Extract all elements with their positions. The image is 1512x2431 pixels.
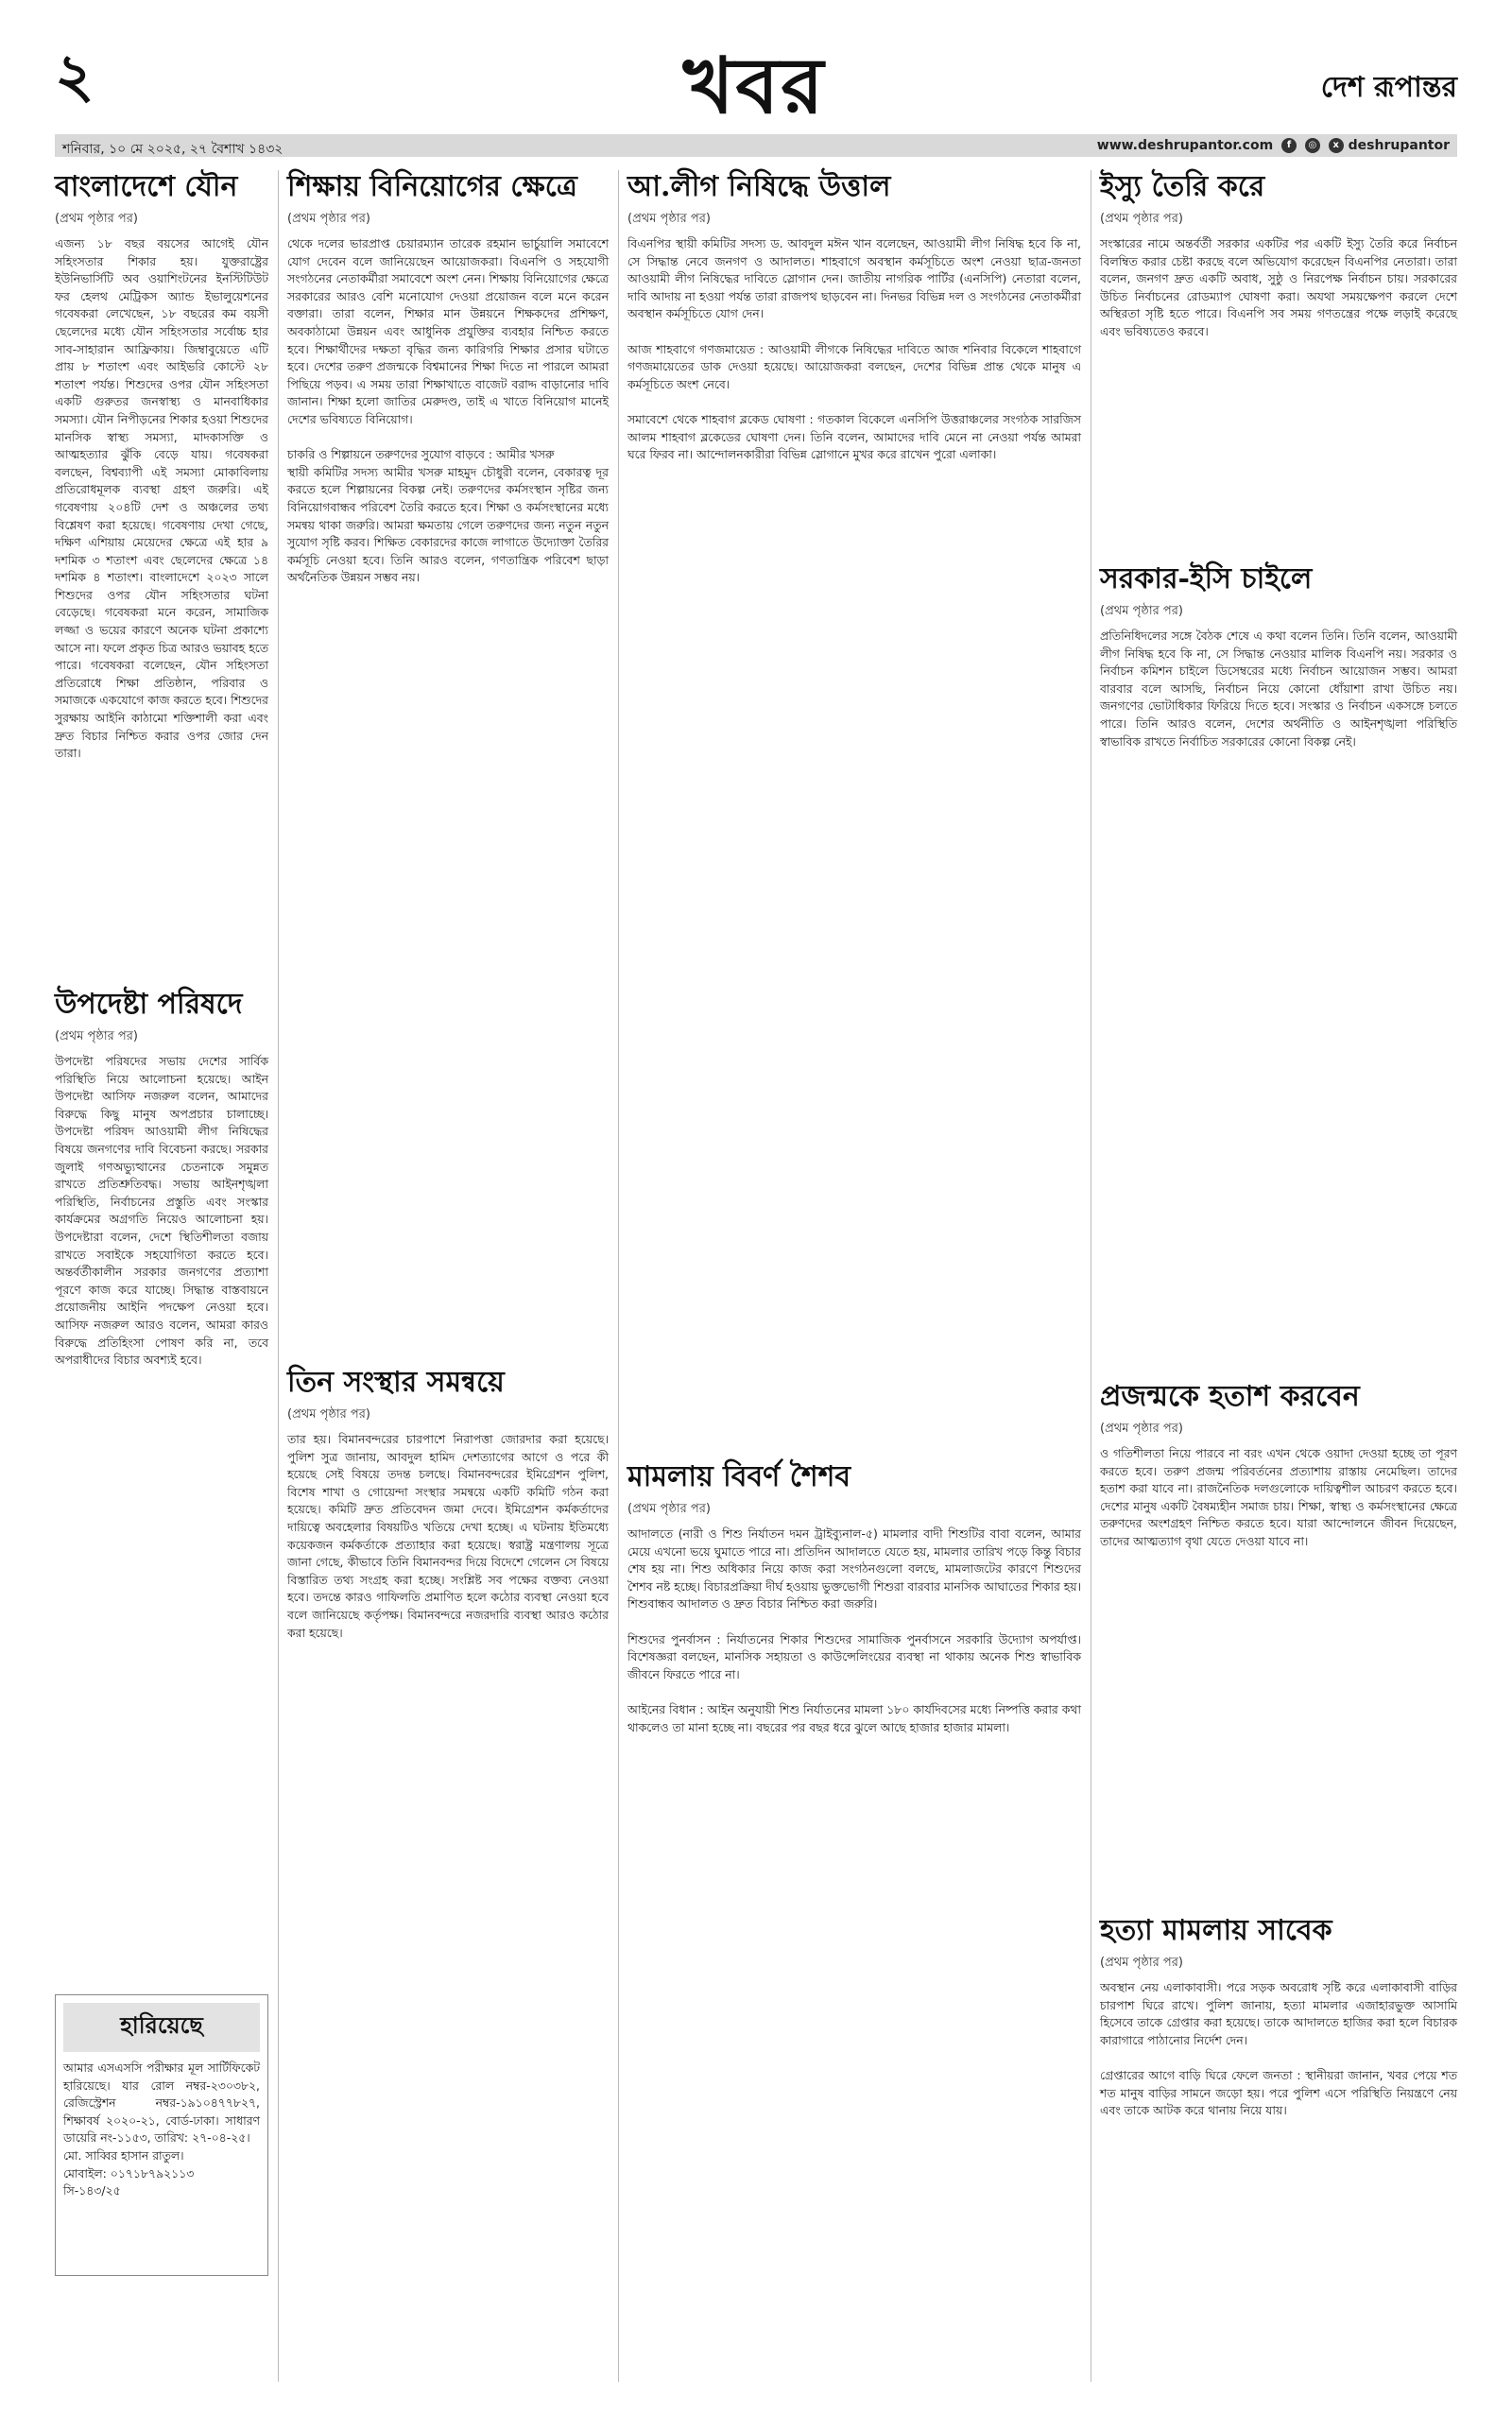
article-body: এজন্য ১৮ বছর বয়সের আগেই যৌন সহিংসতার শিকার হয়। যুক্তরাষ্ট্রের ইউনিভার্সিটি অব ওয়াশিংটনের ইনস্টিটিউট ফর হেলথ মেট্রিকস অ্যান্ড ইভালুয়েশনের গবেষকরা লেখেছেন, ১৮ বছরের কম বয়সী ছেলেদের মধ্যে যৌন সহিংসতার সর্বোচ্চ হার সাব-সাহারান আফ্রিকায়। জিম্বাবুয়েতে এটি প্রায় ৮ শতাংশ এবং আইভরি কোস্টে ২৮ শতাংশ পর্যন্ত। শিশুদের ওপর যৌন সহিংসতা একটি গুরুতর জনস্বাস্থ্য ও মানবাধিকার সমস্যা। যৌন নিপীড়নের শিকার হওয়া শিশুদের মানসিক স্বাস্থ্য সমস্যা, মাদকাসক্তি ও আত্মহত্যার ঝুঁকি বেড়ে যায়। গবেষকরা বলছেন, বিশ্বব্যাপী এই সমস্যা মোকাবিলায় প্রতিরোধমূলক ব্যবস্থা গ্রহণ জরুরি। এই গবেষণায় ২০৪টি দেশ ও অঞ্চলের তথ্য বিশ্লেষণ করা হয়েছে। গবেষণায় দেখা গেছে, দক্ষিণ এশিয়ায় মেয়েদের ক্ষেত্রে এই হার ৯ দশমিক ৩ শতাংশ এবং ছেলেদের ক্ষেত্রে ১৪ দশমিক ৪ শতাংশ। বাংলাদেশে ২০২৩ সালে শিশুদের ওপর যৌন সহিংসতার ঘটনা বেড়েছে। গবেষকরা মনে করেন, সামাজিক লজ্জা ও ভয়ের কারণে অনেক ঘটনা প্রকাশ্যে আসে না। ফলে প্রকৃত চিত্র আরও ভয়াবহ হতে পারে। গবেষকরা বলেছেন, যৌন সহিংসতা প্রতিরোধে শিক্ষা প্রতিষ্ঠান, পরিবার ও সমাজকে একযোগে কাজ করতে হবে। শিশুদের সুরক্ষায় আইনি কাঠামো শক্তিশালী করা এবং দ্রুত বিচার নিশ্চিত করার ওপর জোর দেন তারা। — [55, 236, 272, 761]
article-bangladesh-sexual — [55, 170, 272, 973]
continued-label: (প্রথম পৃষ্ঠার পর) — [1100, 1422, 1183, 1436]
continued-label: (প্রথম পৃষ্ঠার পর) — [55, 212, 138, 226]
column-2 — [287, 170, 612, 2325]
page-body — [55, 170, 1461, 2401]
website-line — [1097, 138, 1450, 153]
instagram-icon[interactable]: ◎ — [1305, 138, 1320, 153]
continued-label: (প্রথম পৃষ্ঠার পর) — [1100, 604, 1183, 618]
continued-label: (প্রথম পৃষ্ঠার পর) — [627, 212, 711, 226]
headline[interactable]: মামলায় বিবর্ণ শৈশব — [627, 1460, 851, 1493]
continued-label: (প্রথম পৃষ্ঠার পর) — [55, 1029, 138, 1043]
article-body: বিএনপির স্থায়ী কমিটির সদস্য ড. আবদুল মঈন খান বলেছেন, আওয়ামী লীগ নিষিদ্ধ হবে কি না, সে সিদ্ধান্ত নেবে জনগণ ও আদালত। শাহবাগে অবস্থান কর্মসূচিতে অংশ নেওয়া ছাত্র-জনতা আওয়ামী লীগ নিষিদ্ধের দাবিতে স্লোগান দেন। জাতীয় নাগরিক পার্টির (এনসিপি) নেতারা বলেন, দাবি আদায় না হওয়া পর্যন্ত তারা রাজপথ ছাড়বেন না। দিনভর বিভিন্ন দল ও সংগঠনের নেতাকর্মীরা অবস্থান কর্মসূচিতে যোগ দেন। আজ শাহবাগে গণজমায়েত : আওয়ামী লীগকে নিষিদ্ধের দাবিতে আজ শনিবার বিকেলে শাহবাগে গণজমায়েতের ডাক দেওয়া হয়েছে। আয়োজকরা বলছেন, দেশের বিভিন্ন প্রান্ত থেকে মানুষ এ কর্মসূচিতে অংশ নেবে। সমাবেশে থেকে শাহবাগ ব্লকেড ঘোষণা : গতকাল বিকেলে এনসিপি উত্তরাঞ্চলের সংগঠক সারজিস আলম শাহবাগ ব্লকেডের ঘোষণা দেন। তিনি বলেন, আমাদের দাবি মেনে না নেওয়া পর্যন্ত আমরা ঘরে ফিরব না। আন্দোলনকারীরা বিভিন্ন স্লোগানে মুখর করে রাখেন পুরো এলাকা। — [627, 236, 1081, 462]
headline[interactable]: হত্যা মামলায় সাবেক — [1100, 1914, 1332, 1947]
column-rule — [618, 170, 619, 2382]
headline[interactable]: আ.লীগ নিষিদ্ধে উত্তাল — [627, 170, 891, 203]
article-al-ban-protest — [627, 170, 1081, 1445]
x-icon[interactable]: x — [1329, 138, 1344, 153]
article-issue-creation — [1100, 170, 1461, 547]
notice-body: আমার এসএসসি পরীক্ষার মূল সার্টিফিকেট হারিয়েছে। যার রোল নম্বর-২৩০৩৮২, রেজিস্ট্রেশন নম্বর-১৯১০৪৭৭৮২৭, শিক্ষাবর্ষ ২০২০-২১, বোর্ড-ঢাকা। সাধারণ ডায়েরি নং-১১৫৩, তারিখ: ২৭-০৪-২৫। মো. সাব্বির হাসান রাতুল। মোবাইল: ০১৭১৮৭৯২১১৩ সি-১৪৩/২৫ — [63, 2060, 260, 2198]
headline[interactable]: তিন সংস্থার সমন্বয়ে — [287, 1366, 505, 1399]
column-4 — [1100, 170, 1461, 2391]
article-three-agencies — [287, 1366, 612, 2310]
continued-label: (প্রথম পৃষ্ঠার পর) — [287, 212, 370, 226]
facebook-icon[interactable]: f — [1281, 138, 1297, 153]
article-dont-disappoint — [1100, 1380, 1461, 1899]
column-3 — [627, 170, 1081, 2325]
headline[interactable]: প্রজন্মকে হতাশ করবেন — [1100, 1380, 1360, 1413]
article-education-investment — [287, 170, 609, 1351]
article-body: উপদেষ্টা পরিষদের সভায় দেশের সার্বিক পরিস্থিতি নিয়ে আলোচনা হয়েছে। আইন উপদেষ্টা আসিফ নজরুল বলেন, আমাদের বিরুদ্ধে কিছু মানুষ অপপ্রচার চালাচ্ছে। উপদেষ্টা পরিষদ আওয়ামী লীগ নিষিদ্ধের বিষয়ে জনগণের দাবি বিবেচনা করছে। সরকার জুলাই গণঅভ্যুত্থানের চেতনাকে সমুন্নত রাখতে প্রতিশ্রুতিবদ্ধ। সভায় আইনশৃঙ্খলা পরিস্থিতি, নির্বাচনের প্রস্তুতি এবং সংস্কার কার্যক্রমের অগ্রগতি নিয়েও আলোচনা হয়। উপদেষ্টারা বলেন, দেশে স্থিতিশীলতা বজায় রাখতে সবাইকে সহযোগিতা করতে হবে। অন্তর্বর্তীকালীন সরকার জনগণের প্রত্যাশা পূরণে কাজ করে যাচ্ছে। সিদ্ধান্ত বাস্তবায়নে প্রয়োজনীয় আইনি পদক্ষেপ নেওয়া হবে। আসিফ নজরুল আরও বলেন, আমরা কারও বিরুদ্ধে প্রতিহিংসা পোষণ করি না, তবে অপরাধীদের বিচার অবশ্যই হবে। — [55, 1054, 272, 1368]
headline[interactable]: শিক্ষায় বিনিয়োগের ক্ষেত্রে — [287, 170, 577, 203]
article-body: প্রতিনিধিদলের সঙ্গে বৈঠক শেষে এ কথা বলেন তিনি। তিনি বলেন, আওয়ামী লীগ নিষিদ্ধ হবে কি না, সে সিদ্ধান্ত নেওয়ার মালিক বিএনপি নয়। সরকার ও নির্বাচন কমিশন চাইলে ডিসেম্বরের মধ্যে নির্বাচন আয়োজন সম্ভব। আমরা বারবার বলে আসছি, নির্বাচন নিয়ে কোনো ধোঁয়াশা রাখা উচিত নয়। জনগণের ভোটাধিকার ফিরিয়ে দিতে হবে। সংস্কার ও নির্বাচন একসঙ্গে চলতে পারে। তিনি আরও বলেন, দেশের অর্থনীতি ও আইনশৃঙ্খলা পরিস্থিতি স্বাভাবিক রাখতে নির্বাচিত সরকারের কোনো বিকল্প নেই। — [1100, 629, 1461, 749]
notice-title: হারিয়েছে — [63, 2003, 260, 2052]
social-handle: deshrupantor — [1348, 138, 1450, 153]
article-body: তার হয়। বিমানবন্দরের চারপাশে নিরাপত্তা জোরদার করা হয়েছে। পুলিশ সুত্র জানায়, আবদুল হামিদ দেশত্যাগের আগে ও পরে কী হয়েছে সেই বিষয়ে তদন্ত চলছে। বিমানবন্দরের ইমিগ্রেশন পুলিশ, বিশেষ শাখা ও গোয়েন্দা সংস্থার সমন্বয়ে একটি কমিটি গঠন করা হয়েছে। কমিটি দ্রুত প্রতিবেদন জমা দেবে। ইমিগ্রেশন কর্মকর্তাদের দায়িত্বে অবহেলার বিষয়টিও খতিয়ে দেখা হচ্ছে। এ ঘটনায় ইতিমধ্যে কয়েকজন কর্মকর্তাকে প্রত্যাহার করা হয়েছে। স্বরাষ্ট্র মন্ত্রণালয় সূত্রে জানা গেছে, কীভাবে তিনি বিমানবন্দর দিয়ে বিদেশে গেলেন সে বিষয়ে বিস্তারিত তথ্য সংগ্রহ করা হচ্ছে। সংশ্লিষ্ট সব পক্ষের বক্তব্য নেওয়া হবে। তদন্তে কারও গাফিলতি প্রমাণিত হলে কঠোর ব্যবস্থা নেওয়া হবে বলে জানিয়েছে কর্তৃপক্ষ। বিমানবন্দরে নজরদারি ব্যবস্থা আরও কঠোর করা হয়েছে। — [287, 1432, 612, 1640]
article-body: সংস্কারের নামে অন্তর্বর্তী সরকার একটির পর একটি ইস্যু তৈরি করে নির্বাচন বিলম্বিত করার চেষ্টা করছে বলে অভিযোগ করেছেন বিএনপির নেতারা। তারা বলেন, জনগণ দ্রুত একটি অবাধ, সুষ্ঠু ও নিরপেক্ষ নির্বাচন চায়। সরকারের উচিত নির্বাচনের রোডম্যাপ ঘোষণা করা। অযথা সময়ক্ষেপণ করলে দেশে অস্থিরতা সৃষ্টি হতে পারে। বিএনপি সব সময় গণতন্ত্রের পক্ষে লড়াই করেছে এবং ভবিষ্যতেও করবে। — [1100, 236, 1461, 338]
column-rule — [278, 170, 279, 2382]
article-body: অবস্থান নেয় এলাকাবাসী। পরে সড়ক অবরোধ সৃষ্টি করে এলাকাবাসী বাড়ির চারপাশ ঘিরে রাখে। পুলিশ জানায়, হত্যা মামলার এজাহারভুক্ত আসামি হিসেবে তাকে গ্রেপ্তার করা হয়েছে। তাকে আদালতে হাজির করা হলে বিচারক কারাগারে পাঠানোর নির্দেশ দেন। গ্রেপ্তারের আগে বাড়ি ঘিরে ফেলে জনতা : স্থানীয়রা জানান, খবর পেয়ে শত শত মানুষ বাড়ির সামনে জড়ো হয়। পরে পুলিশ এসে পরিস্থিতি নিয়ন্ত্রণে নেয় এবং তাকে আটক করে থানায় নিয়ে যায়। — [1100, 1980, 1457, 2118]
article-body: আদালতে (নারী ও শিশু নির্যাতন দমন ট্রাইব্যুনাল-৫) মামলার বাদী শিশুটির বাবা বলেন, আমার মেয়ে এখনো ভয়ে ঘুমাতে পারে না। প্রতিদিন আদালতে যেতে হয়, মামলার তারিখ পড়ে কিন্তু বিচার শেষ হয় না। শিশু অধিকার নিয়ে কাজ করা সংগঠনগুলো বলছে, মামলাজটের কারণে শিশুদের শৈশব নষ্ট হচ্ছে। বিচারপ্রক্রিয়া দীর্ঘ হওয়ায় ভুক্তভোগী শিশুরা বারবার মানসিক আঘাতের শিকার হয়। শিশুবান্ধব আদালত ও দ্রুত বিচার নিশ্চিত করা জরুরি। শিশুদের পুনর্বাসন : নির্যাতনের শিকার শিশুদের সামাজিক পুনর্বাসনে সরকারি উদ্যোগ অপর্যাপ্ত। বিশেষজ্ঞরা বলছেন, মানসিক সহায়তা ও কাউন্সেলিংয়ের ব্যবস্থা না থাকায় অনেক শিশু স্বাভাবিক জীবনে ফিরতে পারে না। আইনের বিধান : আইন অনুযায়ী শিশু নির্যাতনের মামলা ১৮০ কার্যদিবসের মধ্যে নিষ্পত্তি করার কথা থাকলেও তা মানা হচ্ছে না। বছরের পর বছর ধরে ঝুলে আছে হাজার হাজার মামলা। — [627, 1526, 1081, 1734]
article-body: থেকে দলের ভারপ্রাপ্ত চেয়ারম্যান তারেক রহমান ভার্চুয়ালি সমাবেশে যোগ দেবেন বলে জানিয়েছেন আয়োজকরা। বিএনপি ও সহযোগী সংগঠনের নেতাকর্মীরা সমাবেশে অংশ নেন। শিক্ষায় বিনিয়োগের ক্ষেত্রে সরকারের আরও বেশি মনোযোগ দেওয়া প্রয়োজন বলে মনে করেন বক্তারা। তারা বলেন, শিক্ষার মান উন্নয়নে শিক্ষকদের প্রশিক্ষণ, অবকাঠামো উন্নয়ন এবং আধুনিক প্রযুক্তির ব্যবহার নিশ্চিত করতে হবে। শিক্ষার্থীদের দক্ষতা বৃদ্ধির জন্য কারিগরি শিক্ষার প্রসার ঘটাতে হবে। দেশের তরুণ প্রজন্মকে বিশ্বমানের শিক্ষা দিতে না পারলে আমরা পিছিয়ে পড়ব। এ সময় তারা শিক্ষাখাতে বাজেট বরাদ্দ বাড়ানোর দাবি জানান। শিক্ষা হলো জাতির মেরুদণ্ড, তাই এ খাতে বিনিয়োগ মানেই দেশের ভবিষ্যতে বিনিয়োগ। চাকরি ও শিল্পায়নে তরুণদের সুযোগ বাড়বে : আমীর খসরু স্থায়ী কমিটির সদস্য আমীর খসরু মাহমুদ চৌধুরী বলেন, বেকারত্ব দূর করতে হলে শিল্পায়নের বিকল্প নেই। তরুণদের কর্মসংস্থান সৃষ্টির জন্য বিনিয়োগবান্ধব পরিবেশ তৈরি করতে হবে। শিক্ষা ও কর্মসংস্থানের মধ্যে সমন্বয় থাকা জরুরি। আমরা ক্ষমতায় গেলে তরুণদের জন্য নতুন নতুন সুযোগ সৃষ্টি করব। শিক্ষিত বেকারদের কাজে লাগাতে উদ্যোক্তা তৈরির কর্মসূচি নেওয়া হবে। তিনি আরও বলেন, গণতান্ত্রিক পরিবেশ ছাড়া অর্থনৈতিক উন্নয়ন সম্ভব নয়। — [287, 236, 609, 585]
column-1 — [55, 170, 272, 2276]
article-advisers-council — [55, 988, 272, 1979]
continued-label: (প্রথম পৃষ্ঠার পর) — [1100, 1956, 1183, 1970]
section-title: খবর — [682, 41, 826, 131]
page-number: ২ — [55, 41, 94, 112]
missing-notice — [55, 1994, 268, 2276]
article-murder-case — [1100, 1914, 1457, 2376]
brand-logo: দেশ রূপান্তর — [1320, 71, 1457, 104]
headline[interactable]: সরকার-ইসি চাইলে — [1100, 562, 1313, 595]
headline[interactable]: ইস্যু তৈরি করে — [1100, 170, 1265, 203]
continued-label: (প্রথম পৃষ্ঠার পর) — [287, 1407, 370, 1422]
continued-label: (প্রথম পৃষ্ঠার পর) — [1100, 212, 1183, 226]
article-body: ও গতিশীলতা নিয়ে পারবে না বরং এখন থেকে ওয়াদা দেওয়া হচ্ছে তা পূরণ করতে হবে। তরুণ প্রজন্ম পরিবর্তনের প্রত্যাশায় রাস্তায় নেমেছিল। তাদের হতাশ করা যাবে না। রাজনৈতিক দলগুলোকে দায়িত্বশীল আচরণ করতে হবে। দেশের মানুষ একটি বৈষম্যহীন সমাজ চায়। শিক্ষা, স্বাস্থ্য ও কর্মসংস্থানের ক্ষেত্রে তরুণদের অংশগ্রহণ নিশ্চিত করতে হবে। যারা আন্দোলনে জীবন দিয়েছেন, তাদের আত্মত্যাগ বৃথা যেতে দেওয়া যাবে না। — [1100, 1446, 1461, 1548]
masthead — [55, 19, 1457, 161]
article-faded-childhood — [627, 1460, 1081, 2310]
headline[interactable]: উপদেষ্টা পরিষদে — [55, 988, 243, 1021]
dateline: শনিবার, ১০ মে ২০২৫, ২৭ বৈশাখ ১৪৩২ — [62, 142, 284, 157]
website-url[interactable]: www.deshrupantor.com — [1096, 138, 1274, 153]
continued-label: (প্রথম পৃষ্ঠার পর) — [627, 1502, 711, 1516]
article-govt-ec — [1100, 562, 1461, 1365]
headline[interactable]: বাংলাদেশে যৌন — [55, 170, 238, 203]
